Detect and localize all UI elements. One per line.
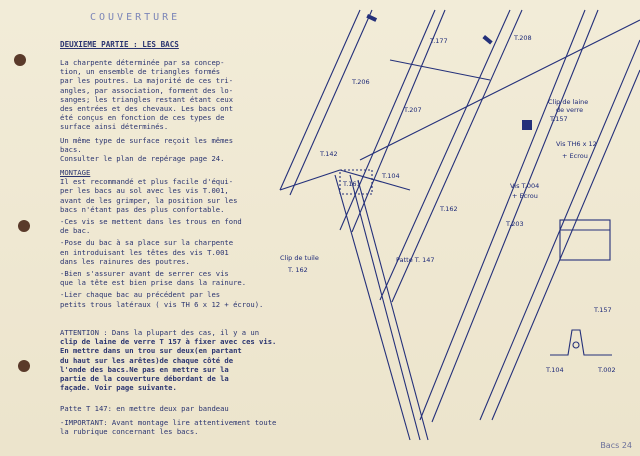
label-patte-t147: Patte T. 147 [396, 256, 435, 264]
patte-note: Patte T 147: en mettre deux par bandeau [60, 404, 229, 413]
montage-section: MONTAGE Il est recommandé et plus facile d'équi- per les bacs au sol avec les vis T.001, avant de les grimper, la position sur les bacs n'étant pas des plus confortable. -Ces vis se mettent dans les trous en fond de bac. -Pose du bac à sa place sur la charpente en introduisant les têtes des vis T.001 dans les rainures des poutres. -Bien s'assurer avant de serrer ces vis que la tête est bien prise dans la rainure. -Lier chaque bac au précédent par les petits trous latéraux ( vis TH 6 x 12 + écrou). [60, 168, 345, 309]
binder-hole [18, 360, 30, 372]
note-paragraph: Un même type de surface reçoit les mêmes bacs. Consulter le plan de repérage page 24. [60, 136, 234, 164]
label-t203: T.203 [506, 220, 524, 228]
label-vis-th: Vis TH6 x 12 [556, 140, 597, 148]
label-t157b: T.157 [594, 306, 612, 314]
label-t207: T.207 [404, 106, 422, 114]
label-ecrou2: + Ecrou [512, 192, 538, 200]
page-number: Bacs 24 [600, 441, 632, 450]
label-vis-t004: Vis T.004 [510, 182, 540, 190]
montage-heading: MONTAGE [60, 168, 91, 177]
label-clip-laine: Clip de laine [548, 98, 589, 106]
label-t162a: T.162 [440, 205, 458, 213]
label-t206: T.206 [352, 78, 370, 86]
important-note: -IMPORTANT: Avant montage lire attentivement toute la rubrique concernant les bacs. [60, 418, 277, 437]
label-t208: T.208 [514, 34, 532, 42]
roof-assembly-drawing [260, 0, 640, 456]
label-t104: T.104 [382, 172, 400, 180]
attention-paragraph: ATTENTION : Dans la plupart des cas, il y a un clip de laine de verre T 157 à fixer avec ces vis. En mettre dans un trou sur deux(en partant du haut sur les arêtes)de chaque côté de l'onde des bacs.Ne pas en mettre sur la partie de la couverture débordant de la façade. Voir page suivante. [60, 328, 277, 393]
intro-paragraph: La charpente déterminée par sa concep- tion, un ensemble de triangles formés par les poutres. La majorité de ces tri- angles, par association, forment des lo- sanges; les triangles restant étant ceux des entrées et des chevaux. Les bacs ont été conçus en fonction de ces types de surface ainsi déterminés. [60, 58, 234, 132]
label-t177: T.177 [430, 37, 448, 45]
label-t142: T.142 [320, 150, 338, 158]
label-t161: T.161 [343, 180, 361, 188]
label-t002: T.002 [598, 366, 616, 374]
binder-hole [14, 54, 26, 66]
section-heading: DEUXIEME PARTIE : LES BACS [60, 40, 179, 49]
label-ecrou: + Ecrou [562, 152, 588, 160]
label-t157: T.157 [550, 115, 568, 123]
binder-hole [18, 220, 30, 232]
label-clip-tuile: Clip de tuile [280, 254, 319, 262]
label-t104b: T.104 [546, 366, 564, 374]
label-t162: T. 162 [288, 266, 308, 274]
page-title: COUVERTURE [90, 12, 181, 23]
label-de-verre: de verre [556, 106, 584, 114]
